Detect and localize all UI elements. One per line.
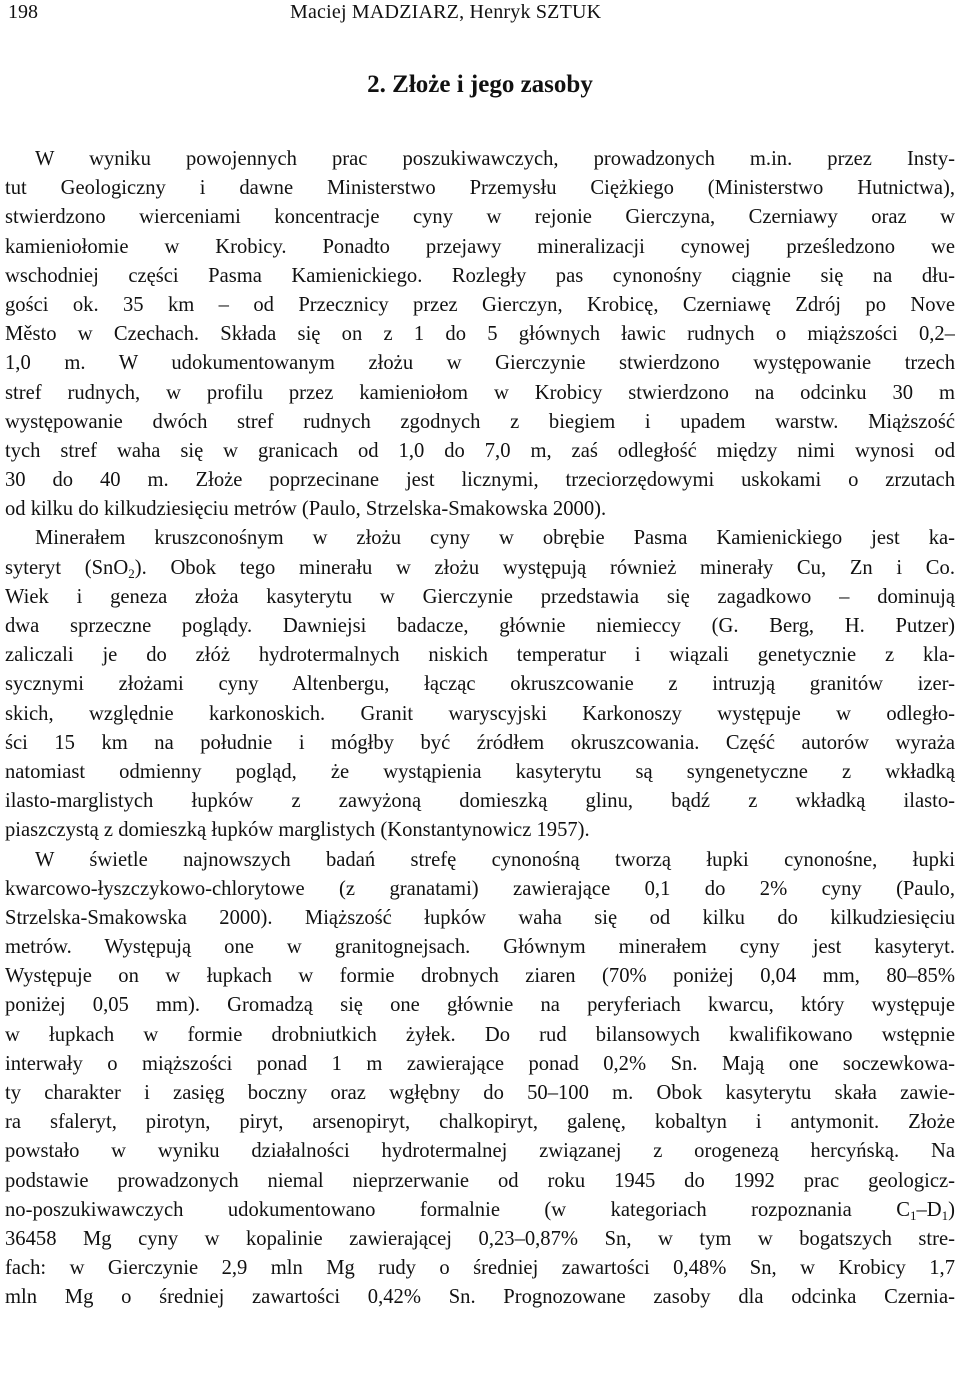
text-line (5, 174, 955, 203)
text-line (5, 466, 955, 495)
text-line (5, 875, 955, 904)
subscript: 2 (128, 565, 135, 581)
text-line (5, 904, 955, 933)
text-line-content: stwierdzono wierceniami koncentracje cyny w rejonie Gierczyna, Czerniawy oraz w (5, 206, 955, 229)
text-line (5, 846, 955, 875)
text-line-content: 36458 Mg cyny w kopalinie zawierającej 0,23–0,87% Sn, w tym w bogatszych stre- (5, 1227, 955, 1250)
text-line (5, 583, 955, 612)
text-line (5, 145, 955, 174)
text-line (5, 758, 955, 787)
text-line-content: 1,0 m. W udokumentowanym złożu w Gierczynie stwierdzono występowanie trzech (5, 352, 955, 375)
text-line (5, 1196, 955, 1225)
text-line (5, 670, 955, 699)
text-line-content: no-poszukiwawczych udokumentowano formalnie (w kategoriach rozpoznania C (5, 1198, 910, 1221)
text-line (5, 1254, 955, 1283)
text-line-content: ra sfaleryt, pirotyn, piryt, arsenopiryt, chalkopiryt, galenę, kobaltyn i antymonit. Złoże (5, 1111, 955, 1134)
text-line-content: dwa sprzeczne poglądy. Dawniejsi badacze, głównie niemieccy (G. Berg, H. Putzer) (5, 615, 955, 637)
text-line (5, 641, 955, 670)
running-head-authors: Maciej MADZIARZ, Henryk SZTUK (290, 1, 602, 23)
text-line-content: wschodniej części Pasma Kamienickiego. Rozległy pas cynonośny ciągnie się na dłu- (5, 264, 955, 287)
text-line (5, 787, 955, 816)
text-line (5, 379, 955, 408)
text-line-content: Występuje on w łupkach w formie drobnych ziaren (70% poniżej 0,04 mm, 80–85% (5, 965, 955, 988)
text-line (5, 262, 955, 291)
text-line-content: tut Geologiczny i dawne Ministerstwo Przemysłu Ciężkiego (Ministerstwo Hutnictwa), (5, 177, 955, 200)
subscript: 1 (909, 1207, 917, 1223)
section-title: 2. Złoże i jego zasoby (367, 71, 593, 98)
text-line-content: tych stref waha się w granicach od 1,0 do 7,0 m, zaś odległość między nimi wynosi od (5, 439, 955, 462)
text-line (5, 1225, 955, 1254)
text-line-content: syteryt (SnO (5, 556, 129, 579)
text-line (5, 991, 955, 1020)
text-line (5, 320, 955, 349)
text-line-content: metrów. Występują one w granitognejsach. Głównym minerałem cyny jest kasyteryt. (5, 936, 955, 959)
text-line (5, 349, 955, 378)
text-line-content: Strzelska-Smakowska 2000). Miąższość łupków waha się od kilku do kilkudziesięciu (5, 906, 955, 929)
text-line-content: ilasto-marglistych łupków z zawyżoną domieszką glinu, bądź z wkładką ilasto- (5, 790, 955, 813)
text-line (5, 1283, 955, 1312)
text-line (5, 612, 955, 641)
text-line (5, 1021, 955, 1050)
text-line-content: ty charakter i zasięg boczny oraz wgłębny do 50–100 m. Obok kasyterytu skała zawie- (5, 1082, 955, 1104)
text-line-content: piaszczystą z domieszką łupków marglistych (Konstantynowicz 1957). (5, 819, 590, 842)
text-line-content: –D (916, 1198, 942, 1221)
text-line (5, 1050, 955, 1079)
text-line-content: fach: w Gierczynie 2,9 mln Mg rudy o średniej zawartości 0,48% Sn, w Krobicy 1,7 (5, 1257, 955, 1280)
text-line-content: powstało w wyniku działalności hydrotermalnej związanej z orogenezą hercyńską. Na (5, 1140, 955, 1163)
text-line (5, 437, 955, 466)
text-line-content: podstawie prowadzonych niemal nieprzerwanie od roku 1945 do 1992 prac geologicz- (5, 1169, 955, 1192)
text-line-content: kwarcowo-łyszczykowo-chlorytowe (z granatami) zawierające 0,1 do 2% cyny (Paulo, (5, 877, 955, 900)
page-number: 198 (8, 1, 38, 23)
text-line (5, 203, 955, 232)
text-line (5, 933, 955, 962)
text-line-content: mln Mg o średniej zawartości 0,42% Sn. Prognozowane zasoby dla odcinka Czernia- (5, 1286, 955, 1309)
running-head (8, 0, 950, 26)
text-line-content: ) (948, 1198, 955, 1221)
subscript: 1 (941, 1207, 949, 1223)
text-line-content: gości ok. 35 km – od Przecznicy przez Gierczyn, Krobicę, Czerniawę Zdrój po Nove (5, 293, 955, 316)
text-line (5, 729, 955, 758)
text-line (5, 1137, 955, 1166)
text-line-content: sycznymi złożami cyny Altenbergu, łącząc okruszcowanie z intruzją granitów izer- (5, 673, 955, 696)
text-line-content: W świetle najnowszych badań strefę cynonośną tworzą łupki cynonośne, łupki (35, 848, 955, 871)
text-line (5, 554, 955, 583)
text-line-content: poniżej 0,05 mm). Gromadzą się one głównie na peryferiach kwarcu, który występuje (5, 994, 955, 1017)
text-line (5, 962, 955, 991)
text-line-content: w łupkach w formie drobniutkich żyłek. Do rud bilansowych kwalifikowano wstępnie (5, 1023, 955, 1046)
text-line (5, 495, 955, 524)
text-line-content: natomiast odmienny pogląd, że wystąpienia kasyterytu są syngenetyczne z wkładką (5, 760, 955, 783)
body-text (5, 145, 955, 1313)
text-line-content: 30 do 40 m. Złoże poprzecinane jest licznymi, trzeciorzędowymi uskokami o zrzutach (5, 469, 955, 492)
text-line-content: W wyniku powojennych prac poszukiwawczych, prowadzonych m.in. przez Insty- (35, 148, 955, 170)
text-line-content: Město w Czechach. Składa się on z 1 do 5 głównych ławic rudnych o miąższości 0,2– (5, 323, 955, 346)
text-line-content: interwały o miąższości ponad 1 m zawierające ponad 0,2% Sn. Mają one soczewkowa- (5, 1052, 955, 1075)
text-line-content: ści 15 km na południe i mógłby być źródłem okruszcowania. Część autorów wyraża (5, 731, 955, 754)
text-line (5, 291, 955, 320)
text-line-content: od kilku do kilkudziesięciu metrów (Paulo, Strzelska-Smakowska 2000). (5, 498, 607, 521)
text-line (5, 408, 955, 437)
text-line (5, 816, 955, 845)
text-line (5, 524, 955, 553)
text-line-content: ). Obok tego minerału w złożu występują również minerały Cu, Zn i Co. (134, 556, 955, 579)
text-line-content: skich, względnie karkonoskich. Granit waryscyjski Karkonoszy występuje w odległo- (5, 702, 955, 725)
text-line-content: zaliczali je do złóż hydrotermalnych niskich temperatur i wiązali genetycznie z kla- (5, 644, 955, 667)
text-line-content: kamieniołomie w Krobicy. Ponadto przejawy mineralizacji cynowej prześledzono we (5, 235, 955, 258)
text-line-content: Minerałem kruszconośnym w złożu cyny w obrębie Pasma Kamienickiego jest ka- (35, 527, 955, 550)
text-line (5, 1108, 955, 1137)
text-line (5, 1167, 955, 1196)
text-line (5, 1079, 955, 1108)
text-line-content: stref rudnych, w profilu przez kamieniołom w Krobicy stwierdzono na odcinku 30 m (5, 381, 955, 404)
text-line (5, 700, 955, 729)
text-line (5, 233, 955, 262)
text-line-content: występowanie dwóch stref rudnych zgodnych z biegiem i upadem warstw. Miąższość (5, 410, 955, 433)
text-line-content: Wiek i geneza złoża kasyterytu w Gierczynie przedstawia się zagadkowo – dominują (5, 585, 955, 608)
